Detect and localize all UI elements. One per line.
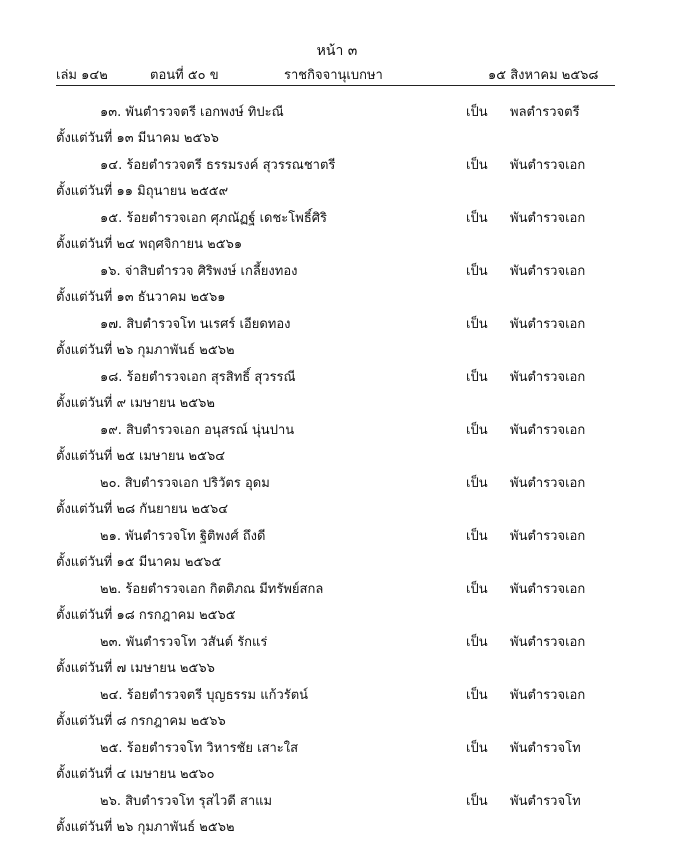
appointment-entry — [0, 631, 674, 651]
connector-word: เป็น — [466, 211, 488, 226]
header-row — [0, 64, 674, 84]
appointee-name: ๒๔. ร้อยตำรวจตรี บุญธรรม แก้วรัตน์ — [100, 688, 309, 703]
connector-word: เป็น — [466, 582, 488, 597]
promoted-rank: พันตำรวจเอก — [510, 264, 586, 279]
connector-word: เป็น — [466, 529, 488, 544]
promoted-rank: พันตำรวจเอก — [510, 635, 586, 650]
connector-word: เป็น — [466, 741, 488, 756]
page-number: หน้า ๓ — [316, 43, 358, 59]
promoted-rank: พันตำรวจโท — [510, 741, 581, 756]
appointment-entry — [0, 313, 674, 333]
effective-date: ตั้งแต่วันที่ ๒๖ กุมภาพันธ์ ๒๕๖๒ — [56, 343, 235, 358]
effective-date: ตั้งแต่วันที่ ๘ กรกฎาคม ๒๕๖๖ — [56, 714, 226, 729]
effective-date: ตั้งแต่วันที่ ๑๓ ธันวาคม ๒๕๖๑ — [56, 290, 226, 305]
promoted-rank: พันตำรวจโท — [510, 794, 581, 809]
effective-date: ตั้งแต่วันที่ ๗ เมษายน ๒๕๖๖ — [56, 661, 215, 676]
appointee-name: ๒๑. พันตำรวจโท ฐิติพงศ์ ถึงดี — [100, 529, 266, 544]
effective-date: ตั้งแต่วันที่ ๑๑ มิถุนายน ๒๕๕๙ — [56, 184, 229, 199]
appointee-name: ๑๔. ร้อยตำรวจตรี ธรรมรงค์ สุวรรณชาตรี — [100, 158, 336, 173]
promoted-rank: พันตำรวจเอก — [510, 211, 586, 226]
connector-word: เป็น — [466, 635, 488, 650]
effective-date: ตั้งแต่วันที่ ๒๔ พฤศจิกายน ๒๕๖๑ — [56, 237, 243, 252]
appointment-entry — [0, 737, 674, 757]
appointment-entry — [0, 366, 674, 386]
promoted-rank: พลตำรวจตรี — [510, 105, 580, 120]
connector-word: เป็น — [466, 105, 488, 120]
promoted-rank: พันตำรวจเอก — [510, 582, 586, 597]
promoted-rank: พันตำรวจเอก — [510, 370, 586, 385]
appointment-entry — [0, 207, 674, 227]
connector-word: เป็น — [466, 264, 488, 279]
effective-date: ตั้งแต่วันที่ ๑๕ มีนาคม ๒๕๖๕ — [56, 555, 222, 570]
connector-word: เป็น — [466, 794, 488, 809]
appointee-name: ๒๒. ร้อยตำรวจเอก กิตติภณ มีทรัพย์สกล — [100, 582, 324, 597]
promoted-rank: พันตำรวจเอก — [510, 476, 586, 491]
effective-date: ตั้งแต่วันที่ ๔ เมษายน ๒๕๖๐ — [56, 767, 215, 782]
appointee-name: ๑๓. พันตำรวจตรี เอกพงษ์ ทิปะณี — [100, 105, 284, 120]
appointment-entry — [0, 419, 674, 439]
connector-word: เป็น — [466, 317, 488, 332]
appointment-entry — [0, 154, 674, 174]
appointment-entry — [0, 472, 674, 492]
connector-word: เป็น — [466, 423, 488, 438]
appointment-entry — [0, 260, 674, 280]
promoted-rank: พันตำรวจเอก — [510, 423, 586, 438]
header-divider — [56, 85, 615, 86]
publication-date: ๑๕ สิงหาคม ๒๕๖๘ — [488, 68, 599, 83]
effective-date: ตั้งแต่วันที่ ๒๖ กุมภาพันธ์ ๒๕๖๒ — [56, 820, 235, 835]
promoted-rank: พันตำรวจเอก — [510, 529, 586, 544]
appointment-entry — [0, 790, 674, 810]
effective-date: ตั้งแต่วันที่ ๑๘ กรกฎาคม ๒๕๖๕ — [56, 608, 236, 623]
effective-date: ตั้งแต่วันที่ ๒๘ กันยายน ๒๕๖๔ — [56, 502, 229, 517]
appointee-name: ๑๕. ร้อยตำรวจเอก ศุภณัฏฐ์ เดชะโพธิ์ศิริ — [100, 211, 327, 226]
appointment-entry — [0, 101, 674, 121]
appointee-name: ๑๘. ร้อยตำรวจเอก สุรสิทธิ์ สุวรรณี — [100, 370, 296, 385]
appointee-name: ๒๕. ร้อยตำรวจโท วิหารชัย เสาะใส — [100, 741, 299, 756]
appointee-name: ๒๓. พันตำรวจโท วสันต์ รักแร่ — [100, 635, 268, 650]
appointee-name: ๑๖. จ่าสิบตำรวจ ศิริพงษ์ เกลี้ยงทอง — [100, 264, 298, 279]
publication-title: ราชกิจจานุเบกษา — [284, 68, 383, 83]
appointee-name: ๑๗. สิบตำรวจโท นเรศร์ เอียดทอง — [100, 317, 291, 332]
appointee-name: ๒๐. สิบตำรวจเอก ปริวัตร อุดม — [100, 476, 270, 491]
appointment-entry — [0, 684, 674, 704]
appointment-entry — [0, 578, 674, 598]
connector-word: เป็น — [466, 158, 488, 173]
volume-number: เล่ม ๑๔๒ — [56, 68, 108, 83]
effective-date: ตั้งแต่วันที่ ๑๓ มีนาคม ๒๕๖๖ — [56, 131, 219, 146]
connector-word: เป็น — [466, 688, 488, 703]
promoted-rank: พันตำรวจเอก — [510, 158, 586, 173]
issue-number: ตอนที่ ๕๐ ข — [150, 68, 219, 83]
effective-date: ตั้งแต่วันที่ ๒๕ เมษายน ๒๕๖๔ — [56, 449, 226, 464]
promoted-rank: พันตำรวจเอก — [510, 317, 586, 332]
appointee-name: ๑๙. สิบตำรวจเอก อนุสรณ์ นุ่นปาน — [100, 423, 295, 438]
connector-word: เป็น — [466, 476, 488, 491]
effective-date: ตั้งแต่วันที่ ๙ เมษายน ๒๕๖๒ — [56, 396, 215, 411]
appointment-entry — [0, 525, 674, 545]
appointee-name: ๒๖. สิบตำรวจโท รุสไวดี สาแม — [100, 794, 273, 809]
promoted-rank: พันตำรวจเอก — [510, 688, 586, 703]
connector-word: เป็น — [466, 370, 488, 385]
